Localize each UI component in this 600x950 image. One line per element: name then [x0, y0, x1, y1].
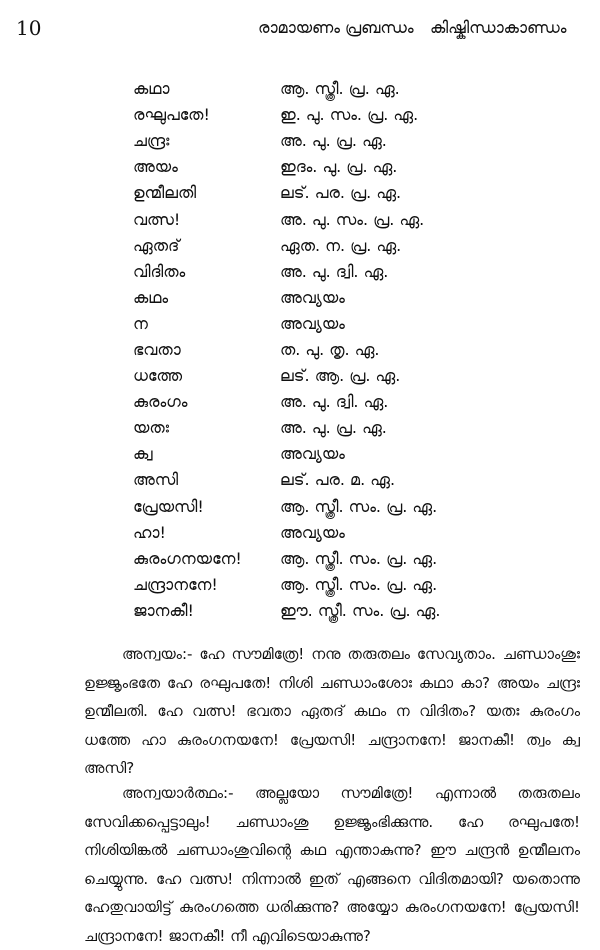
glossary-word: ധത്തേ: [133, 366, 183, 386]
glossary-word: വിദിതം: [133, 261, 186, 281]
glossary-grammar: ലട്. ആ. പ്ര. ഏ.: [280, 366, 401, 386]
glossary-word: കഥം: [133, 287, 169, 307]
glossary-grammar: അവ്യയം: [280, 313, 345, 333]
glossary-word: ഭവതാ: [133, 339, 181, 359]
glossary-grammar: അ. പു. സം. പ്ര. ഏ.: [280, 209, 425, 229]
glossary-row: [133, 363, 440, 389]
glossary-row: [133, 311, 440, 337]
glossary-row: [133, 467, 440, 493]
glossary-row: [133, 259, 440, 285]
glossary-grammar: അ. പു. ദ്വി. ഏ.: [280, 261, 389, 281]
glossary-row: [133, 572, 440, 598]
anvayartham-paragraph: [84, 779, 580, 950]
glossary-word: ഏതദ്: [133, 235, 180, 255]
section-title: കിഷ്കിന്ധാകാണ്ഡം: [430, 18, 567, 37]
anvayam-paragraph: [84, 640, 580, 783]
glossary-grammar: ത. പു. തൃ. ഏ.: [280, 339, 380, 359]
glossary-word: രഘുപതേ!: [133, 105, 210, 125]
glossary-grammar: അ. പു. പ്ര. ഏ.: [280, 131, 387, 151]
glossary-grammar: ഏത. ന. പ്ര. ഏ.: [280, 235, 402, 255]
anvayam-text: ഹേ സൗമിത്രേ! നനു തരുതലം സേവ്യതാം. ചണ്ഡാംശുഃ ഉജ്ജൃംഭതേ ഹേ രഘുപതേ! നിശി ചണ്ഡാംശോഃ കഥാ കാ? അയം ചന്ദ്രഃ ഉന്മീലതി. ഹേ വത്സ! ഭവതാ ഏതദ് കഥം ന വിദിതം? യതഃ കുരംഗം ധത്തേ ഹാ കുരംഗനയനേ! പ്രേയസി! ചന്ദ്രാനനേ! ജാനകീ! ത്വം ക്വ അസി?: [84, 645, 580, 777]
book-title: രാമായണം പ്രബന്ധം: [258, 18, 414, 37]
glossary-row: [133, 389, 440, 415]
glossary-row: [133, 154, 440, 180]
glossary-word: കുരംഗനയനേ!: [133, 548, 242, 568]
anvayartham-text: അല്ലയോ സൗമിത്രേ! എന്നാൽ തരുതലം സേവിക്കപ്പെട്ടാലും! ചണ്ഡാംശു ഉജ്ജൃംഭിക്കുന്നു. ഹേ രഘുപതേ! നിശിയിങ്കൽ ചണ്ഡാംശുവിന്റെ കഥ എന്താകുന്നു? ഈ ചന്ദ്രൻ ഉന്മീലനം ചെയ്യുന്നു. ഹേ വത്സ! നിന്നാൽ ഇത് എങ്ങനെ വിദിതമായി? യതൊന്നു ഹേതുവായിട്ട് കുരംഗത്തെ ധരിക്കുന്നു? അയ്യോ കുരംഗനയനേ! പ്രേയസി! ചന്ദ്രാനനേ! ജാനകീ! നീ എവിടെയാകുന്നു?: [84, 784, 580, 945]
glossary-word: ജാനകീ!: [133, 600, 194, 620]
glossary-word: ചന്ദ്രാനനേ!: [133, 574, 218, 594]
glossary-row: [133, 233, 440, 259]
glossary-row: [133, 520, 440, 546]
glossary-grammar: അ. പു. ദ്വി. ഏ.: [280, 392, 389, 412]
anvayam-label: അന്വയം:-: [122, 645, 193, 663]
glossary-row: [133, 546, 440, 572]
glossary-row: [133, 415, 440, 441]
glossary-grammar: ഈ. സ്ത്രീ. സം. പ്ര. ഏ.: [280, 600, 441, 620]
glossary-row: [133, 102, 440, 128]
glossary-grammar: അ. പു. പ്ര. ഏ.: [280, 418, 387, 438]
glossary-word: ഹാ!: [133, 522, 166, 542]
glossary-grammar: ആ. സ്ത്രീ. സം. പ്ര. ഏ.: [280, 496, 438, 516]
glossary-word: ന: [133, 313, 148, 333]
glossary-grammar: അവ്യയം: [280, 522, 345, 542]
glossary-word: ഉന്മീലതി: [133, 183, 197, 203]
glossary-row: [133, 337, 440, 363]
page-number: 10: [16, 16, 42, 40]
page-header: [0, 14, 600, 44]
glossary-word: അസി: [133, 470, 179, 490]
glossary-word: അയം: [133, 157, 178, 177]
glossary-word: കഥാ: [133, 79, 170, 99]
glossary-grammar: ആ. സ്ത്രീ. സം. പ്ര. ഏ.: [280, 548, 438, 568]
glossary-grammar: അവ്യയം: [280, 444, 345, 464]
glossary-row: [133, 494, 440, 520]
glossary-row: [133, 206, 440, 232]
glossary-word: യതഃ: [133, 418, 169, 438]
glossary-grammar: ഇ. പു. സം. പ്ര. ഏ.: [280, 105, 419, 125]
anvayartham-label: അന്വയാർത്ഥം:-: [122, 784, 234, 802]
glossary-table: [133, 76, 440, 624]
glossary-grammar: അവ്യയം: [280, 287, 345, 307]
glossary-grammar: ലട്. പര. പ്ര. ഏ.: [280, 183, 402, 203]
glossary-word: ചന്ദ്രഃ: [133, 131, 170, 151]
glossary-grammar: ആ. സ്ത്രീ. സം. പ്ര. ഏ.: [280, 574, 438, 594]
glossary-row: [133, 180, 440, 206]
glossary-row: [133, 441, 440, 467]
glossary-row: [133, 128, 440, 154]
glossary-row: [133, 285, 440, 311]
glossary-grammar: ലട്. പര. മ. ഏ.: [280, 470, 396, 490]
glossary-word: പ്രേയസി!: [133, 496, 204, 516]
glossary-word: കുരംഗം: [133, 392, 188, 412]
glossary-word: വത്സ!: [133, 209, 181, 229]
glossary-row: [133, 76, 440, 102]
glossary-row: [133, 598, 440, 624]
glossary-grammar: ആ. സ്ത്രീ. പ്ര. ഏ.: [280, 79, 400, 99]
glossary-grammar: ഇദം. പു. പ്ര. ഏ.: [280, 157, 398, 177]
glossary-word: ക്വ: [133, 444, 153, 464]
